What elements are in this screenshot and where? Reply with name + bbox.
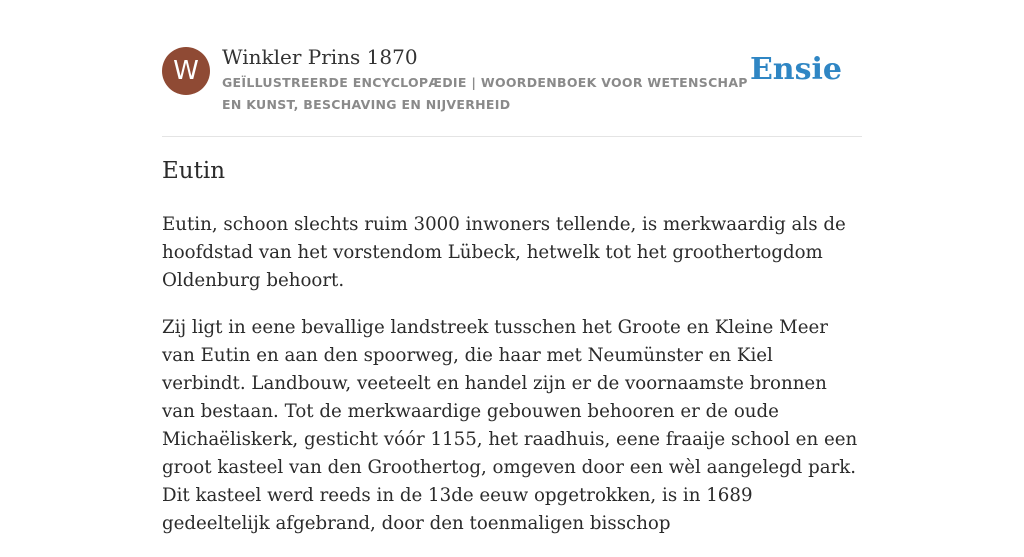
entry-body [162, 211, 862, 557]
source-header [162, 0, 862, 137]
page-container [162, 0, 862, 534]
entry-title: Eutin [162, 158, 226, 184]
source-subtitle: GEÏLLUSTREERDE ENCYCLOPÆDIE | WOORDENBOEK VOOR WETENSCHAP EN KUNST, BESCHAVING EN NIJVERHEID [222, 75, 748, 112]
ensie-logo-link[interactable]: Ensie [749, 52, 842, 87]
entry-paragraph: Zij ligt in eene bevallige landstreek tusschen het Groote en Kleine Meer van Eutin en aan den spoorweg, die haar met Neumünster en Kiel verbindt. Landbouw, veeteelt en handel zijn er de voornaamste bronnen van bestaan. Tot de merkwaardige gebouwen behooren er de oude Michaëliskerk, gesticht vóór 1155, het raadhuis, eene fraaije school en een groot kasteel van den Groothertog, omgeven door een wèl aangelegd park. Dit kasteel werd reeds in de 13de eeuw opgetrokken, is in 1689 gedeeltelijk afgebrand, door den toenmaligen bisschop [162, 317, 858, 534]
entry-paragraph: Eutin, schoon slechts ruim 3000 inwoners tellende, is merkwaardig als de hoofdstad van het vorstendom Lübeck, hetwelk tot het groothertogdom Oldenburg behoort. [162, 214, 846, 291]
source-title[interactable]: Winkler Prins 1870 [222, 45, 418, 69]
source-avatar[interactable]: W [162, 47, 210, 95]
